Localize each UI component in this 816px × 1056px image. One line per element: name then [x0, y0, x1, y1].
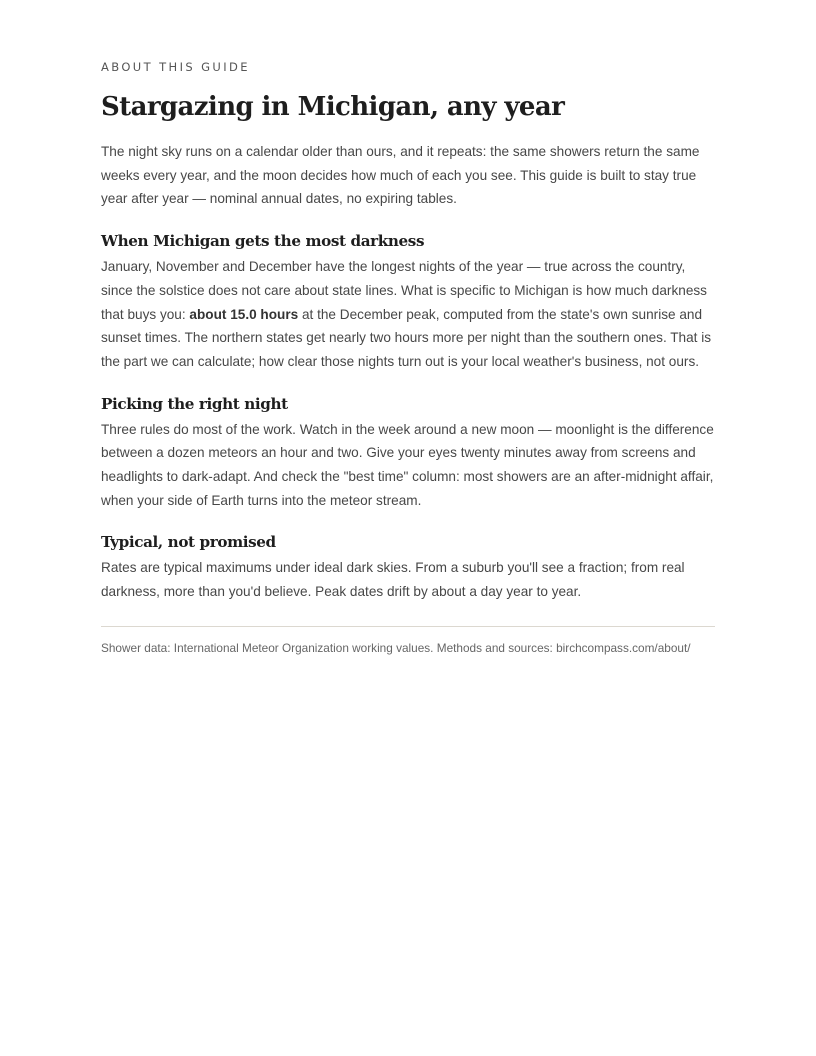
section-kicker: ABOUT THIS GUIDE — [101, 60, 250, 74]
section-heading-typical: Typical, not promised — [101, 533, 276, 552]
page-title: Stargazing in Michigan, any year — [101, 92, 565, 122]
section-body-darkness — [101, 255, 715, 374]
body-text-after: at the December peak, computed from the state's own sunrise and sunset times. The northern states get nearly two hours more per night than the southern ones. That is the part we can calculate; how clear those nights turn out is your local weather's business, not ours. — [101, 306, 712, 369]
guide-page — [101, 58, 715, 669]
section-typical — [101, 531, 715, 603]
intro-paragraph: The night sky runs on a calendar older than ours, and it repeats: the same showers return the same weeks every year, and the moon decides how much of each you see. This guide is built to stay true year after year — nominal annual dates, no expiring tables. — [101, 144, 700, 207]
section-heading-darkness: When Michigan gets the most darkness — [101, 232, 425, 251]
section-darkness — [101, 230, 715, 374]
footer-divider — [101, 626, 715, 627]
section-right-night — [101, 393, 715, 513]
section-body-typical: Rates are typical maximums under ideal dark skies. From a suburb you'll see a fraction; from real darkness, more than you'd believe. Peak dates drift by about a day year to year. — [101, 560, 685, 600]
body-text-before: January, November and December have the longest nights of the year — true across the country, since the solstice does not care about state lines. What is specific to Michigan is how much darkness that buys you: — [101, 259, 707, 322]
darkness-hours-highlight: about 15.0 hours — [189, 306, 299, 322]
section-heading-right-night: Picking the right night — [101, 394, 288, 413]
section-body-right-night: Three rules do most of the work. Watch in the week around a new moon — moonlight is the difference between a dozen meteors an hour and two. Give your eyes twenty minutes away from screens and headlights to dark-adapt. And check the "best time" column: most showers are an after-midnight affair, when your side of Earth turns into the meteor stream. — [101, 421, 714, 508]
sources-footer: Shower data: International Meteor Organization working values. Methods and sources: birchcompass.com/about/ — [101, 640, 691, 655]
